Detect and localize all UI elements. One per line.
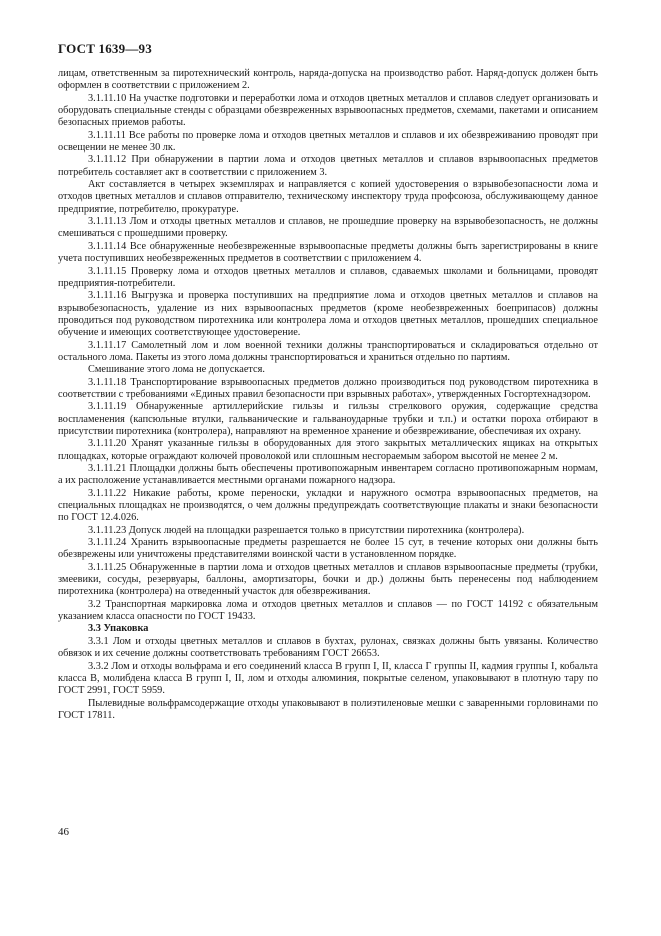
- paragraph: 3.1.11.21 Площадки должны быть обеспечены противопожарным инвентарем согласно противопожарным нормам, а их расположение устанавливается местными органами пожарного надзора.: [58, 463, 598, 487]
- section-heading: 3.3 Упаковка: [88, 623, 149, 635]
- paragraph: 3.3.2 Лом и отходы вольфрама и его соединений класса В групп I, II, класса Г группы II, кадмия группы I, кобальта класса В, молибдена класса В групп I, II, лом и отходы алюминия, покрытые селеном, упаковывают в плотную тару по ГОСТ 2991, ГОСТ 5959.: [58, 660, 598, 697]
- document-body: [58, 68, 598, 722]
- paragraph: 3.1.11.18 Транспортирование взрывоопасных предметов должно производиться под руководством пиротехника в соответствии с требованиями «Единых правил безопасности при взрывных работах», утвержденных Госгортехнадзором.: [58, 376, 598, 400]
- paragraph: Смешивание этого лома не допускается.: [88, 364, 265, 376]
- paragraph: 3.1.11.15 Проверку лома и отходов цветных металлов и сплавов, сдаваемых школами и больницами, проводят предприятия-потребители.: [58, 265, 598, 289]
- paragraph: 3.3.1 Лом и отходы цветных металлов и сплавов в бухтах, рулонах, связках должны быть увязаны. Количество обвязок и их сечение должны соответствовать требованиям ГОСТ 26653.: [58, 635, 598, 660]
- paragraph: 3.1.11.25 Обнаруженные в партии лома и отходов цветных металлов и сплавов взрывоопасные предметы (трубки, змеевики, сосуды, резервуары, баллоны, амортизаторы, бочки и др.) должны быть перенесены под наблюдением пиротехника (контролера) на отведенный участок для обезвреживания.: [58, 561, 598, 598]
- paragraph: лицам, ответственным за пиротехнический контроль, наряда-допуска на производство работ. Наряд-допуск должен быть оформлен в соответствии с приложением 2.: [58, 68, 598, 92]
- page-number: 46: [58, 826, 69, 838]
- paragraph: 3.1.11.10 На участке подготовки и переработки лома и отходов цветных металлов и сплавов следует организовать и оборудовать специальные стенды с образцами обезвреженных взрывоопасных предметов, схемами, пакетами и описанием безопасных приемов работы.: [58, 92, 598, 129]
- paragraph: Пылевидные вольфрамсодержащие отходы упаковывают в полиэтиленовые мешки с заваренными горловинами по ГОСТ 17811.: [58, 697, 598, 721]
- paragraph: 3.2 Транспортная маркировка лома и отходов цветных металлов и сплавов — по ГОСТ 14192 с обязательным указанием класса опасности по ГОСТ 19433.: [58, 598, 598, 623]
- paragraph: 3.1.11.14 Все обнаруженные необезвреженные взрывоопасные предметы должны быть зарегистрированы в книге учета поступивших необезвреженных предметов в соответствии с приложением 4.: [58, 240, 598, 265]
- paragraph: 3.1.11.20 Хранят указанные гильзы в оборудованных для этого закрытых металлических ящиках на открытых площадках, которые ограждают колючей проволокой или сплошным несгораемым забором высотой не менее 2 м.: [58, 438, 598, 462]
- page-header: ГОСТ 1639—93: [58, 41, 152, 56]
- paragraph: Акт составляется в четырех экземплярах и направляется с копией удостоверения о взрывобезопасности лома и отходов цветных металлов и сплавов отправителю, техническому инспектору труда профсоюза, обслуживающему данное предприятие, потребителю, прокуратуре.: [58, 179, 598, 215]
- paragraph: 3.1.11.13 Лом и отходы цветных металлов и сплавов, не прошедшие проверку на взрывобезопасность, не должны смешиваться с прошедшими проверку.: [58, 216, 598, 240]
- paragraph: 3.1.11.17 Самолетный лом и лом военной техники должны транспортироваться и складироваться отдельно от остального лома. Пакеты из этого лома должны транспортироваться и храниться отдельно по партиям.: [58, 339, 598, 363]
- paragraph: 3.1.11.12 При обнаружении в партии лома и отходов цветных металлов и сплавов взрывоопасных предметов потребитель составляет акт в соответствии с приложением 3.: [58, 154, 598, 178]
- paragraph: 3.1.11.22 Никакие работы, кроме переноски, укладки и наружного осмотра взрывоопасных предметов, на специальных площадках не производятся, о чем должны предупреждать соответствующие плакаты и знаки безопасности по ГОСТ 12.4.026.: [58, 487, 598, 524]
- paragraph: 3.1.11.11 Все работы по проверке лома и отходов цветных металлов и сплавов и их обезвреживанию проводят при освещении не менее 30 лк.: [58, 129, 598, 154]
- paragraph: 3.1.11.19 Обнаруженные артиллерийские гильзы и гильзы стрелкового оружия, содержащие средства воспламенения (капсюльные втулки, гальванические и гальваноударные трубки и т.п.) и остатки пороха отбирают в присутствии пиротехника (контролера), направляют на временное хранение и обезвреживание, обеспечивая их охрану.: [58, 401, 598, 437]
- paragraph: 3.1.11.24 Хранить взрывоопасные предметы разрешается не более 15 сут, в течение которых они должны быть обезврежены или уничтожены представителями воинской части в установленном порядке.: [58, 537, 598, 561]
- paragraph: 3.1.11.23 Допуск людей на площадки разрешается только в присутствии пиротехника (контролера).: [88, 524, 525, 536]
- paragraph: 3.1.11.16 Выгрузка и проверка поступивших на предприятие лома и отходов цветных металлов и сплавов на взрывобезопасность, удаление из них взрывоопасных предметов (кроме необезвреженных боеприпасов) должны проводиться под руководством пиротехника или контролера лома и отходов цветных металлов, прошедших специальное обучение и имеющих соответствующее удостоверение.: [58, 290, 598, 339]
